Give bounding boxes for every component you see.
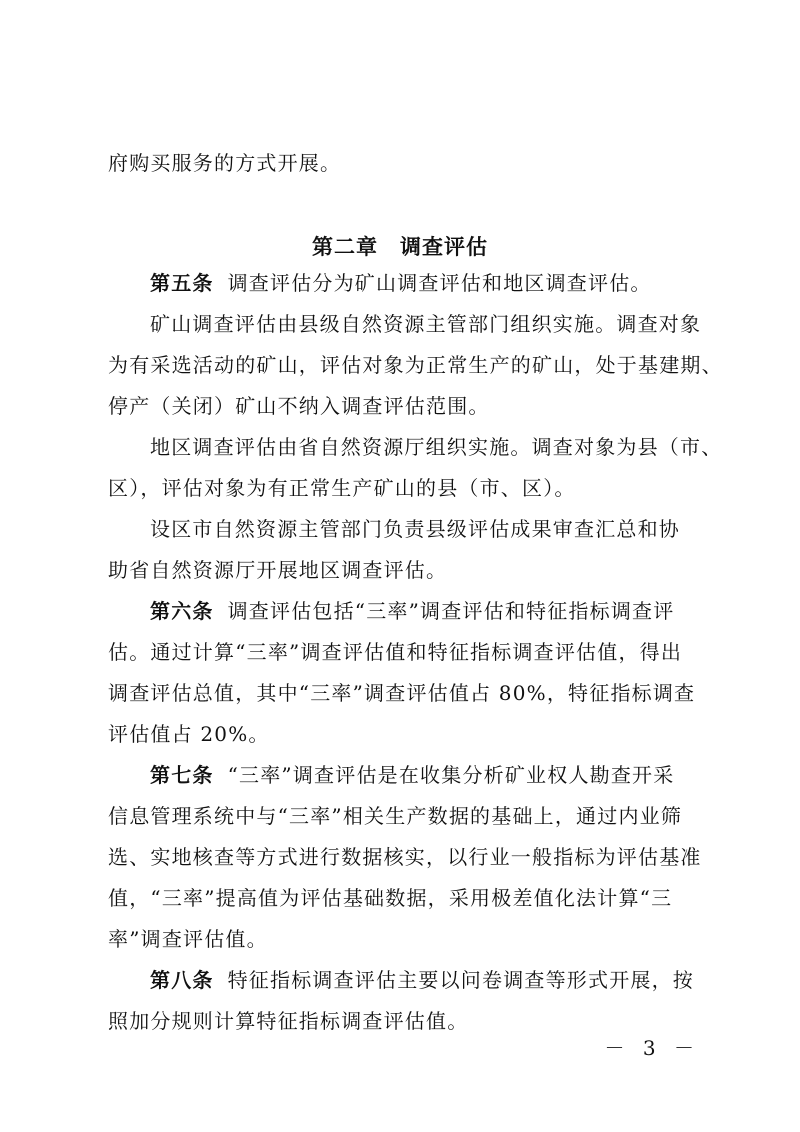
article-8-first: 特征指标调查评估主要以问卷调查等形式开展，按 [227,968,695,992]
region-para-line-1: 地区调查评估由省自然资源厅组织实施。调查对象为县（市、 [150,435,723,459]
article-6-line-3: 调查评估总值，其中“三率”调查评估值占 80%，特征指标调查 [108,681,696,705]
mine-para-line-3: 停产（关闭）矿山不纳入调查评估范围。 [108,394,490,418]
region-para-line-2: 区），评估对象为有正常生产矿山的县（市、区）。 [108,476,576,500]
article-8 [150,963,700,997]
city-para-line-1: 设区市自然资源主管部门负责县级评估成果审查汇总和协 [150,517,680,541]
article-7 [150,758,700,792]
article-7-line-2: 信息管理系统中与“三率”相关生产数据的基础上，通过内业筛 [108,804,683,828]
article-7-line-5: 率”调查评估值。 [108,927,268,951]
article-6-first: 调查评估包括“三率”调查评估和特征指标调查评 [227,599,675,623]
article-5-text: 调查评估分为矿山调查评估和地区调查评估。 [227,271,652,295]
mine-para-line-1: 矿山调查评估由县级自然资源主管部门组织实施。调查对象 [150,312,702,336]
mine-para-line-2: 为有采选活动的矿山，评估对象为正常生产的矿山，处于基建期、 [108,353,723,377]
article-7-line-3: 选、实地核查等方式进行数据核实，以行业一般指标为评估基准 [108,845,702,869]
article-6 [150,594,700,628]
article-7-line-4: 值，“三率”提高值为评估基础数据，采用极差值化法计算“三 [108,886,673,910]
article-5-label: 第五条 [150,271,214,295]
article-8-line-2: 照加分规则计算特征指标调查评估值。 [108,1009,469,1033]
article-6-label: 第六条 [150,599,214,623]
article-5 [150,266,700,300]
intro-tail-line: 府购买服务的方式开展。 [108,151,342,175]
article-8-label: 第八条 [150,968,214,992]
page-number: － 3 － [604,1036,700,1060]
chapter-heading: 第二章 调查评估 [312,234,488,259]
city-para-line-2: 助省自然资源厅开展地区调查评估。 [108,558,448,582]
article-6-line-4: 评估值占 20%。 [108,722,270,746]
article-7-first: “三率”调查评估是在收集分析矿业权人勘查开采 [227,763,675,787]
article-6-line-2: 估。通过计算“三率”调查评估值和特征指标调查评估值，得出 [108,640,683,664]
article-7-label: 第七条 [150,763,214,787]
